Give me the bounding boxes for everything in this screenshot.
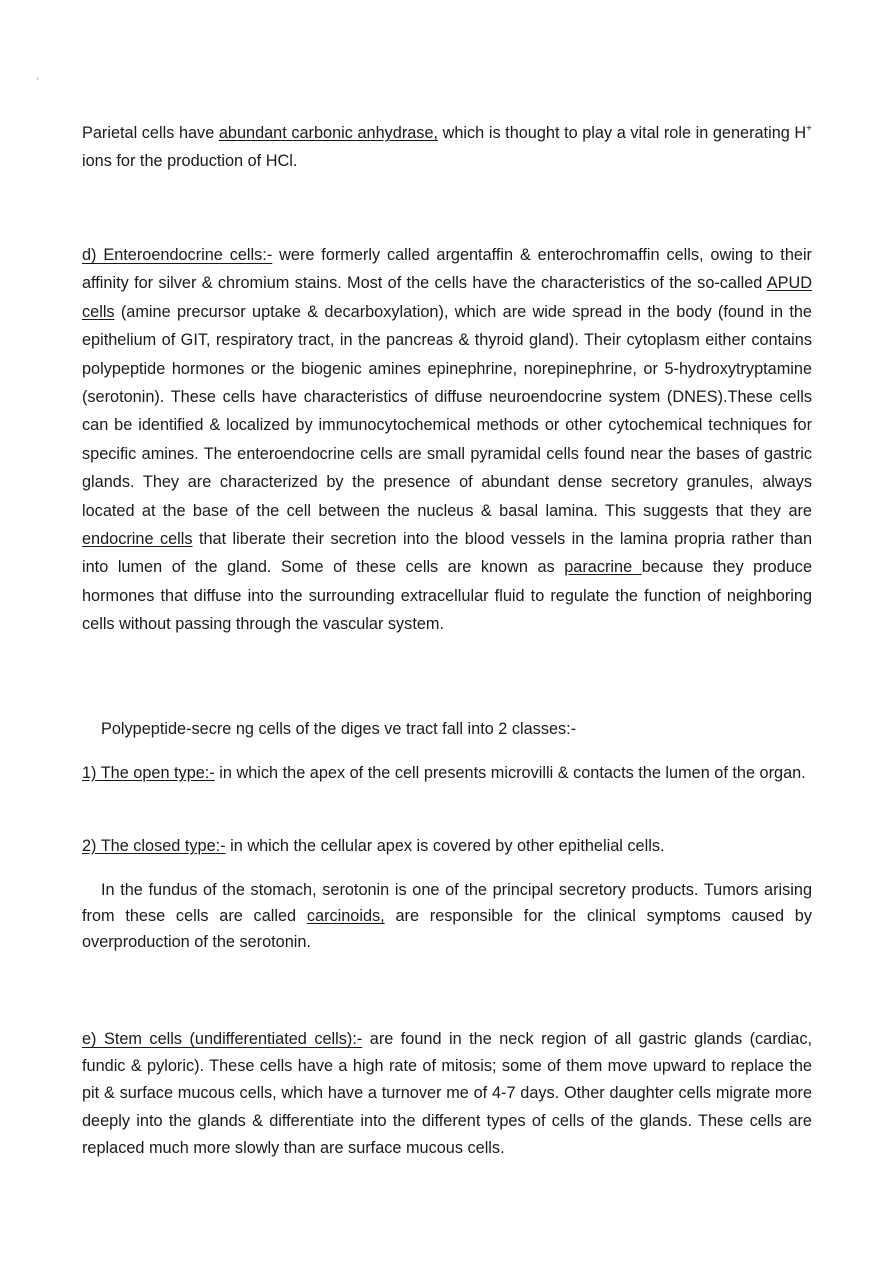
fundus-text-1: In the fundus of the stomach, serotonin is one of the principal secretory products. Tumors arising from these cells are called xyxy=(82,881,812,925)
closed-type-item xyxy=(82,833,812,859)
open-type-label: 1) The open type:- xyxy=(82,764,215,782)
enteroendocrine-text-3: that liberate their secretion into the blood vessels in the lamina propria rather than into lumen of the gland. Some of these cells are known as xyxy=(82,530,812,577)
stem-cells-paragraph xyxy=(82,1026,812,1162)
apud-cells-term: APUD cells xyxy=(82,274,812,321)
enteroendocrine-text-2: (amine precursor uptake & decarboxylation), which are wide spread in the body (found in the epithelium of GIT, respiratory tract, in the pancreas & thyroid gland). Their cytoplasm either contains polypeptide hormones or the biogenic amines epinephrine, norepinephrine, or 5-hydroxytryptamine (serotonin). These cells have characteristics of diffuse neuroendocrine system (DNES).These cells can be identified & localized by immunocytochemical methods or other cytochemical techniques for specific amines. The enteroendocrine cells are small pyramidal cells found near the bases of gastric glands. They are characterized by the presence of abundant dense secretory granules, always located at the base of the cell between the nucleus & basal lamina. This suggests that they are xyxy=(82,302,812,520)
classes-intro: Polypeptide-secre ng cells of the diges ve tract fall into 2 classes:- xyxy=(101,720,577,738)
parietal-text-3: ions for the production of HCl. xyxy=(82,152,298,171)
paracrine-term: paracrine xyxy=(564,558,642,577)
carbonic-anhydrase-term: abundant carbonic anhydrase, xyxy=(218,124,439,142)
enteroendocrine-paragraph xyxy=(82,241,812,639)
enteroendocrine-heading: d) Enteroendocrine cells:- xyxy=(82,246,273,264)
enteroendocrine-text-4: because they produce hormones that diffuse into the surrounding extracellular fluid to regulate the function of neighboring cells without passing through the vascular system. xyxy=(82,558,812,634)
parietal-paragraph xyxy=(82,119,812,176)
open-type-text: in which the apex of the cell presents microvilli & contacts the lumen of the organ. xyxy=(214,764,806,782)
fundus-text-2: are responsible for the clinical symptoms caused by overproduction of the serotonin. xyxy=(82,907,812,951)
carcinoids-term: carcinoids, xyxy=(306,907,385,925)
enteroendocrine-text-1: were formerly called argentaffin & enterochromaffin cells, owing to their affinity for silver & chromium stains. Most of the cells have the characteristics of the so-called xyxy=(82,246,812,293)
stem-cells-text: are found in the neck region of all gastric glands (cardiac, fundic & pyloric). These cells have a high rate of mitosis; some of them move upward to replace the pit & surface mucous cells, which have a turnover me of 4-7 days. Other daughter cells migrate more deeply into the glands & differentiate into the different types of cells of the glands. These cells are replaced much more slowly than are surface mucous cells. xyxy=(82,1030,813,1157)
stem-cells-heading: e) Stem cells (undifferentiated cells):- xyxy=(82,1030,363,1048)
parietal-text-2: which is thought to play a vital role in generating H xyxy=(438,124,807,142)
parietal-text-1: Parietal cells have xyxy=(82,124,219,142)
closed-type-text: in which the cellular apex is covered by other epithelial cells. xyxy=(225,837,665,855)
endocrine-cells-term: endocrine cells xyxy=(82,530,193,549)
closed-type-label: 2) The closed type:- xyxy=(82,837,226,855)
fundus-paragraph xyxy=(82,877,812,955)
open-type-item xyxy=(82,760,812,786)
h-plus-superscript: + xyxy=(806,123,812,135)
scan-speck: , xyxy=(36,68,40,82)
